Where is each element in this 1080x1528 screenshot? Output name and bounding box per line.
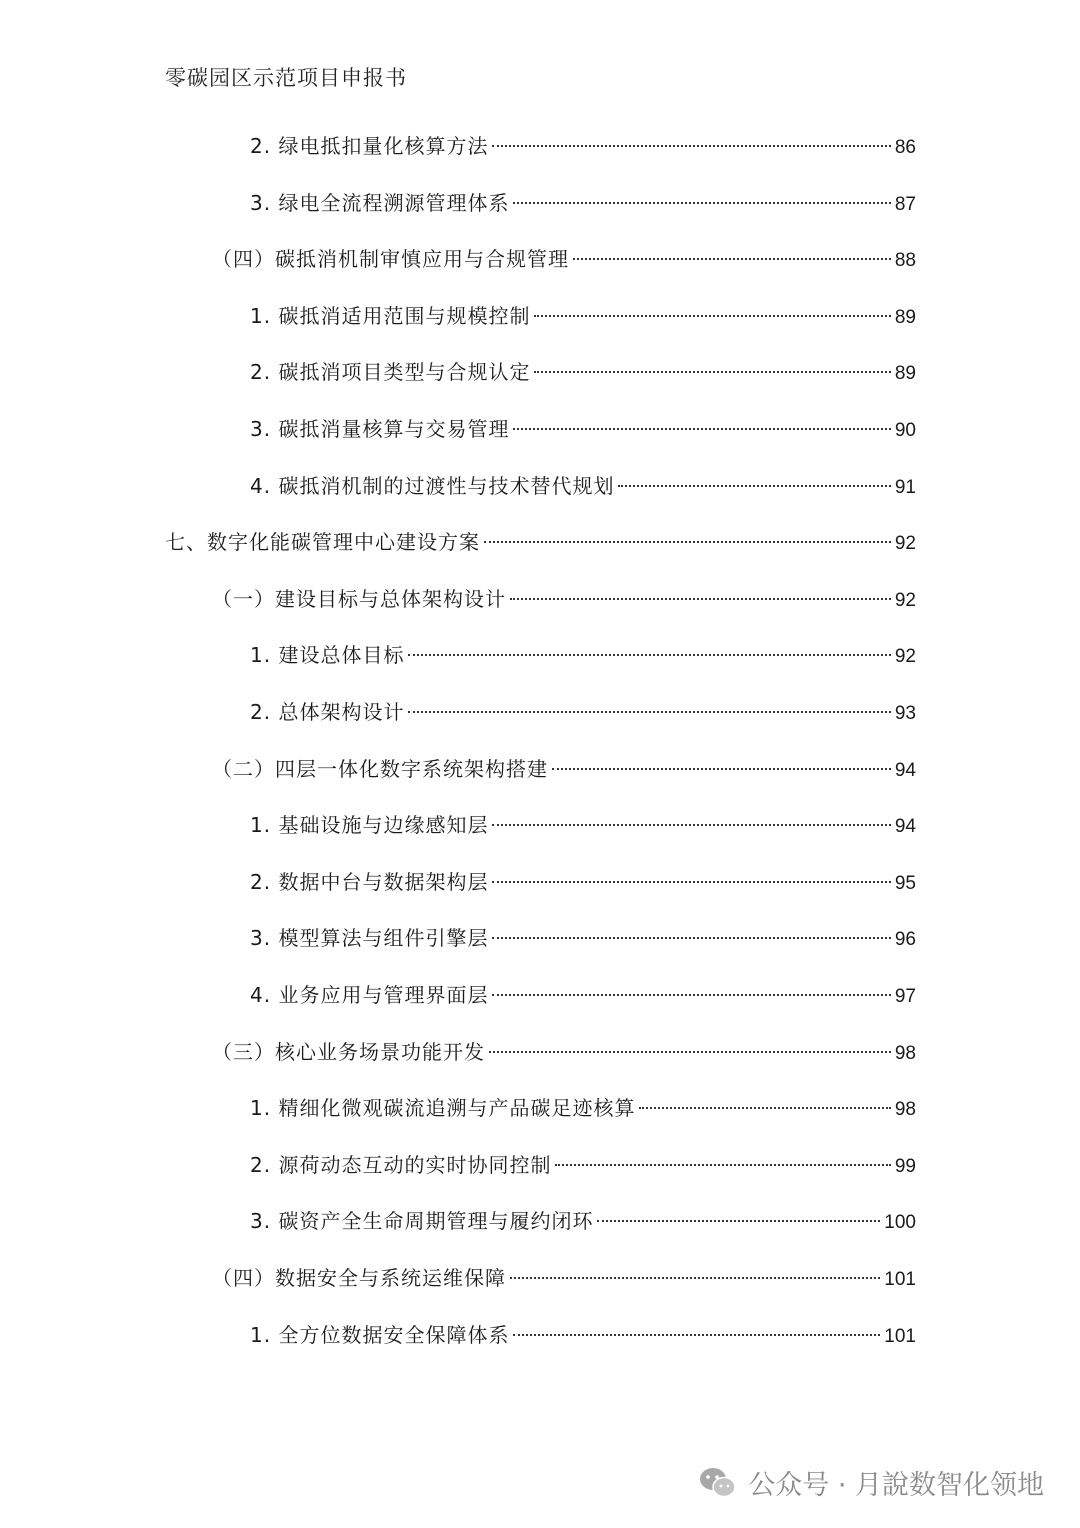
toc-entry-label: （一）建设目标与总体架构设计 [212,586,506,611]
toc-entry[interactable] [250,867,916,897]
toc-dot-leader [513,202,890,204]
toc-entry-label: 3. 模型算法与组件引擎层 [250,926,489,951]
toc-entry-label: 3. 碳资产全生命周期管理与履约闭环 [250,1209,594,1234]
toc-dot-leader [510,598,891,600]
toc-entry-label: 2. 绿电抵扣量化核算方法 [250,134,489,158]
toc-entry[interactable] [250,810,916,840]
toc-entry[interactable] [250,301,916,331]
toc-entry-page: 86 [894,137,916,158]
toc-entry[interactable] [250,1320,916,1350]
toc-entry-page: 96 [894,929,916,951]
toc-dot-leader [492,145,890,147]
toc-entry-page: 87 [894,193,916,215]
toc-entry-label: （四）数据安全与系统运维保障 [212,1266,506,1290]
toc-dot-leader [492,994,890,996]
toc-entry-label: 1. 全方位数据安全保障体系 [250,1322,510,1347]
toc-entry-label: 1. 精细化微观碳流追溯与产品碳足迹核算 [250,1096,636,1121]
toc-entry-label: 3. 绿电全流程溯源管理体系 [250,190,510,215]
toc-entry-page: 93 [894,703,916,724]
toc-dot-leader [492,881,890,883]
document-header: 零碳园区示范项目申报书 [165,66,407,90]
toc-entry[interactable] [212,754,916,784]
toc-dot-leader [492,937,890,939]
toc-entry-label: 3. 碳抵消量核算与交易管理 [250,417,510,441]
toc-entry-label: 1. 基础设施与边缘感知层 [250,813,489,838]
toc-entry-page: 100 [884,1212,916,1234]
watermark [698,1463,1044,1502]
toc-dot-leader [552,768,891,770]
toc-entry[interactable] [250,357,916,387]
toc-entry-label: 4. 碳抵消机制的过渡性与技术替代规划 [250,473,615,498]
toc-dot-leader [534,371,890,373]
toc-entry-label: 2. 数据中台与数据架构层 [250,869,489,894]
toc-entry-page: 97 [894,986,916,1007]
toc-entry-label: 1. 碳抵消适用范围与规模控制 [250,303,531,328]
toc-entry-label: （二）四层一体化数字系统架构搭建 [212,756,548,781]
toc-dot-leader [639,1107,890,1109]
toc-entry-page: 101 [884,1269,916,1290]
toc-entry-page: 94 [894,816,916,838]
toc-entry-label: （三）核心业务场景功能开发 [212,1039,485,1064]
toc-entry[interactable] [250,414,916,444]
wechat-logo-icon [698,1466,738,1500]
toc-entry-page: 101 [884,1325,916,1347]
toc-entry-label: 1. 建设总体目标 [250,643,405,668]
toc-dot-leader [510,1277,880,1279]
toc-entry[interactable] [250,697,916,727]
toc-entry[interactable] [212,1037,916,1067]
toc-entry-page: 89 [894,306,916,328]
toc-entry-page: 94 [894,759,916,781]
toc-entry[interactable] [250,980,916,1010]
toc-entry-page: 88 [894,250,916,272]
toc-dot-leader [597,1220,880,1222]
toc-entry-label: 2. 源荷动态互动的实时协同控制 [250,1152,552,1177]
toc-entry-label: （四）碳抵消机制审慎应用与合规管理 [212,247,569,272]
toc-entry[interactable] [250,471,916,501]
toc-entry[interactable] [250,1093,916,1123]
toc-entry-page: 98 [894,1042,916,1064]
toc-dot-leader [489,1051,891,1053]
toc-dot-leader [408,711,890,713]
toc-entry-page: 92 [894,533,916,555]
toc-entry-page: 99 [894,1155,916,1177]
toc-dot-leader [573,258,891,260]
toc-entry[interactable] [250,188,916,218]
toc-entry-page: 92 [894,646,916,668]
toc-dot-leader [484,541,891,543]
toc-dot-leader [408,654,890,656]
toc-entry-page: 90 [894,420,916,441]
toc-entry[interactable] [212,1263,916,1293]
toc-entry[interactable] [212,244,916,274]
toc-entry[interactable] [250,640,916,670]
toc-dot-leader [618,485,890,487]
toc-entry-label: 2. 碳抵消项目类型与合规认定 [250,360,531,385]
toc-entry[interactable] [165,527,916,557]
toc-entry[interactable] [250,1150,916,1180]
toc-entry[interactable] [250,131,916,161]
toc-entry-label: 七、数字化能碳管理中心建设方案 [165,530,480,555]
toc-dot-leader [513,428,890,430]
toc-entry-page: 91 [894,476,916,498]
toc-entry-page: 98 [894,1099,916,1121]
toc-dot-leader [492,824,890,826]
toc-dot-leader [534,315,890,317]
toc-entry-page: 95 [894,872,916,894]
toc-entry-page: 89 [894,363,916,385]
toc-entry[interactable] [250,923,916,953]
watermark-text: 公众号 · 月說数智化领地 [748,1470,1044,1501]
toc-entry-label: 4. 业务应用与管理界面层 [250,983,489,1007]
toc-dot-leader [513,1334,880,1336]
toc-dot-leader [555,1164,890,1166]
toc-entry[interactable] [250,1206,916,1236]
toc-entry[interactable] [212,584,916,614]
toc-entry-label: 2. 总体架构设计 [250,700,405,724]
toc-entry-page: 92 [894,589,916,611]
